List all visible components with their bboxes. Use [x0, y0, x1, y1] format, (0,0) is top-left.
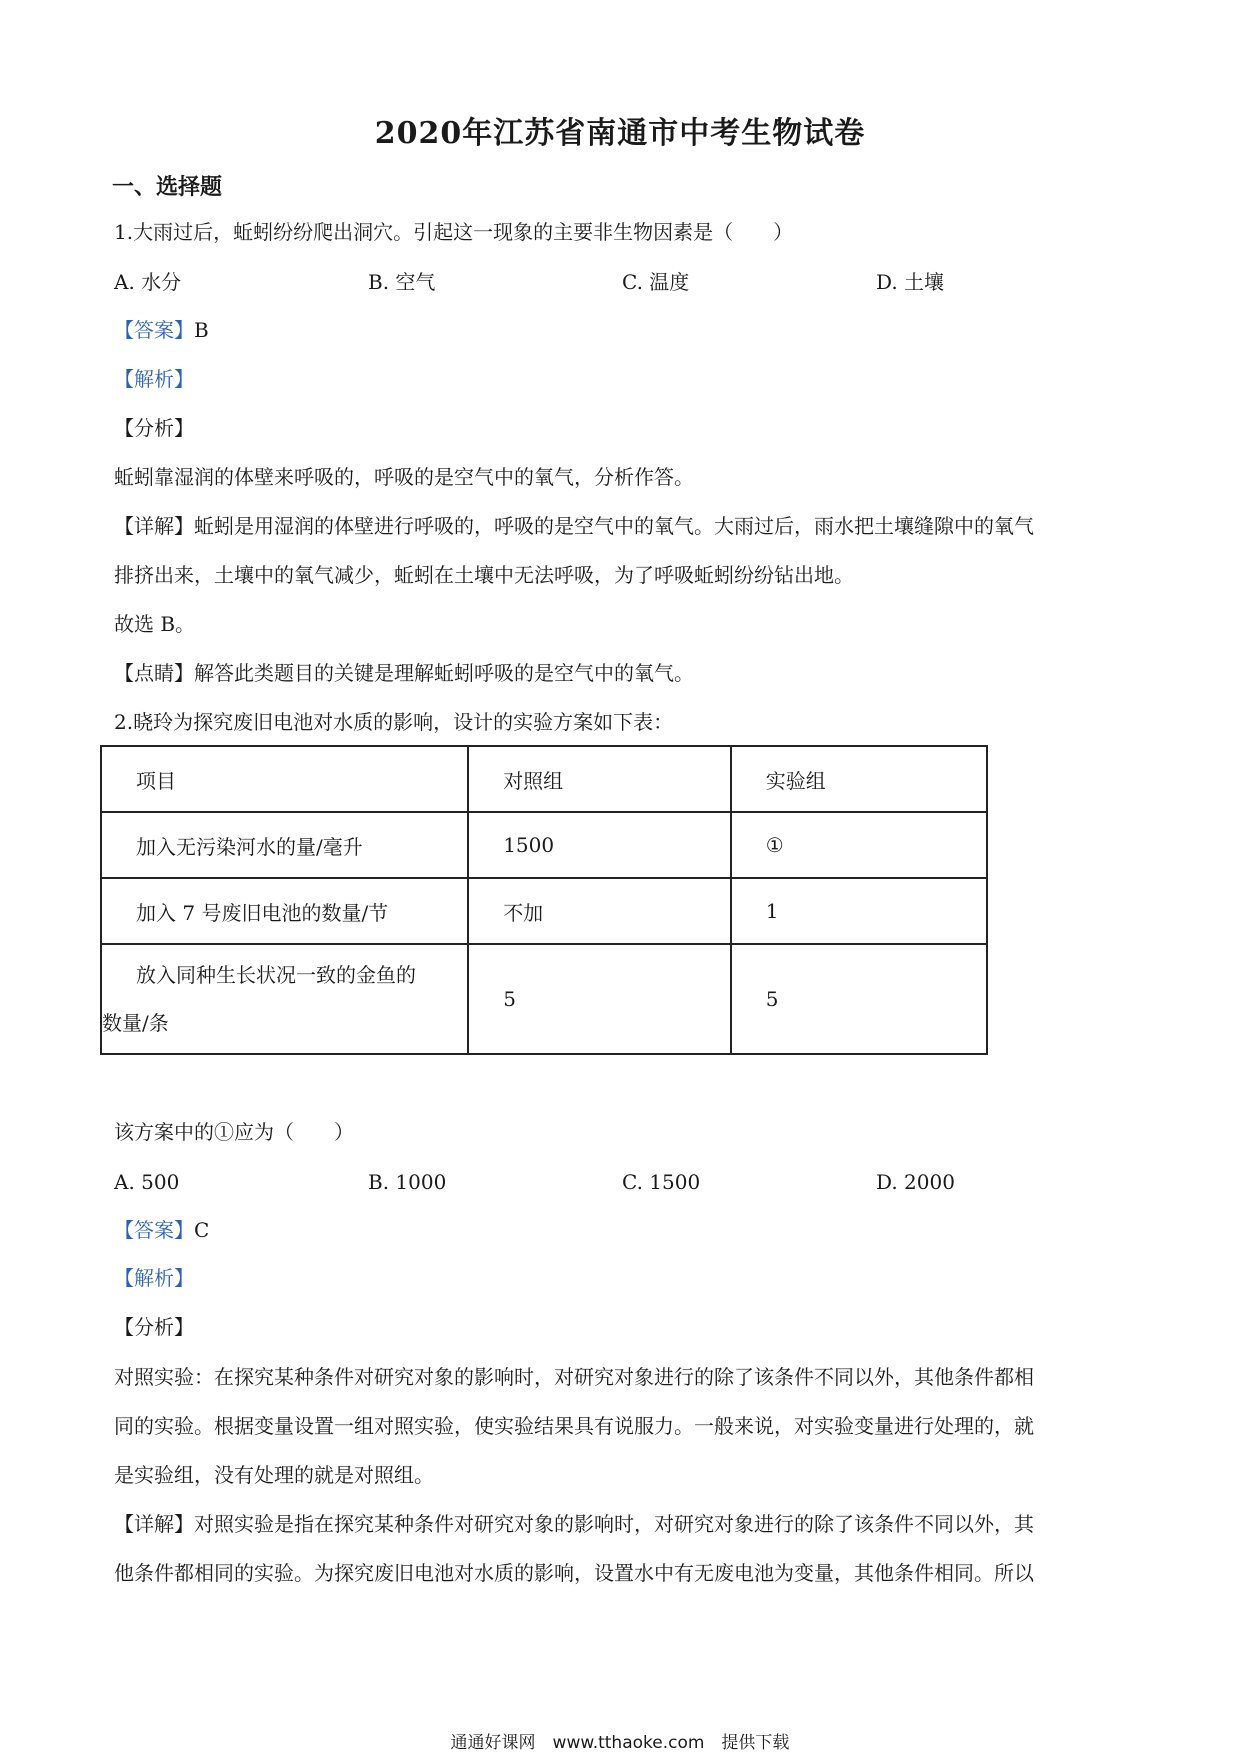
q2-option-c: C. 1500: [622, 1170, 701, 1194]
q1-fenxi-text: 蚯蚓靠湿润的体壁来呼吸的，呼吸的是空气中的氧气，分析作答。: [114, 465, 694, 489]
q1-option-b: B. 空气: [368, 270, 436, 294]
section-heading: 一、选择题: [112, 175, 223, 200]
q2-fenxi-line-2: 同的实验。根据变量设置一组对照实验，使实验结果具有说服力。一般来说，对实验变量进行处理的，就: [114, 1414, 1034, 1438]
q1-option-d: D. 土壤: [876, 270, 945, 294]
table-cell: 5: [468, 944, 731, 1054]
q2-fenxi-line-3: 是实验组，没有处理的就是对照组。: [114, 1463, 434, 1487]
table-row: [101, 944, 987, 1054]
table-cell: 5: [731, 944, 987, 1054]
page-title: 2020年江苏省南通市中考生物试卷: [374, 116, 866, 151]
q2-option-a: A. 500: [114, 1170, 180, 1194]
analysis-tag: 【解析】: [114, 1266, 194, 1290]
experiment-table: [100, 745, 988, 1055]
point-text: 解答此类题目的关键是理解蚯蚓呼吸的是空气中的氧气。: [194, 661, 694, 685]
q1-choose: 故选 B。: [114, 612, 196, 636]
table-header-row: [101, 746, 987, 812]
fenxi-tag: 【分析】: [114, 1315, 194, 1339]
q1-option-c: C. 温度: [622, 270, 690, 294]
q2-stem: 2.晓玲为探究废旧电池对水质的影响，设计的实验方案如下表：: [114, 710, 674, 734]
table-header-cell: 对照组: [468, 746, 731, 812]
table-cell: 加入无污染河水的量/毫升: [101, 812, 468, 878]
fenxi-tag: 【分析】: [114, 416, 194, 440]
q1-answer: [114, 316, 1134, 344]
q2-fenxi-line-1: 对照实验：在探究某种条件对研究对象的影响时，对研究对象进行的除了该条件不同以外，其他条件都相: [114, 1365, 1034, 1389]
table-cell-text: 放入同种生长状况一致的金鱼的数量/条: [102, 963, 416, 1035]
table-cell: 1500: [468, 812, 731, 878]
q1-fenxi-tag: [114, 414, 1134, 442]
q1-detail-line-2: 排挤出来，土壤中的氧气减少，蚯蚓在土壤中无法呼吸，为了呼吸蚯蚓纷纷钻出地。: [114, 563, 854, 587]
q2-answer: [114, 1216, 1134, 1244]
q2-fenxi-tag: [114, 1313, 1134, 1341]
q2-option-d: D. 2000: [876, 1170, 955, 1194]
detail-tag: 【详解】: [114, 514, 194, 538]
q1-point: [114, 659, 1134, 687]
q2-option-b: B. 1000: [368, 1170, 447, 1194]
q2-question: 该方案中的①应为（ ）: [114, 1120, 354, 1144]
answer-value: B: [194, 318, 209, 342]
table-row: [101, 878, 987, 944]
table-header-cell: 实验组: [731, 746, 987, 812]
answer-tag: 【答案】: [114, 318, 194, 342]
answer-tag: 【答案】: [114, 1218, 194, 1242]
point-tag: 【点睛】: [114, 661, 194, 685]
table-cell: 不加: [468, 878, 731, 944]
table-cell: [101, 944, 468, 1054]
q2-detail-line-2: 他条件都相同的实验。为探究废旧电池对水质的影响，设置水中有无废电池为变量，其他条件相同。所以: [114, 1561, 1034, 1585]
table-cell: 1: [731, 878, 987, 944]
table-cell: ①: [731, 812, 987, 878]
analysis-tag: 【解析】: [114, 367, 194, 391]
table-row: [101, 812, 987, 878]
table-cell: 加入 7 号废旧电池的数量/节: [101, 878, 468, 944]
q1-analysis-tag: [114, 365, 1134, 393]
table-header-cell: 项目: [101, 746, 468, 812]
detail-text: 蚯蚓是用湿润的体壁进行呼吸的，呼吸的是空气中的氧气。大雨过后，雨水把土壤缝隙中的氧气: [194, 514, 1034, 538]
q2-detail-line-1: [114, 1510, 1134, 1538]
q2-analysis-tag: [114, 1264, 1134, 1292]
q1-option-a: A. 水分: [114, 270, 182, 294]
q1-stem: 1.大雨过后，蚯蚓纷纷爬出洞穴。引起这一现象的主要非生物因素是（ ）: [114, 220, 794, 244]
detail-text: 对照实验是指在探究某种条件对研究对象的影响时，对研究对象进行的除了该条件不同以外，其: [194, 1512, 1034, 1536]
page-footer: 通通好课网 www.tthaoke.com 提供下载: [450, 1733, 790, 1753]
q1-detail-line-1: [114, 512, 1134, 540]
answer-value: C: [194, 1218, 210, 1242]
detail-tag: 【详解】: [114, 1512, 194, 1536]
